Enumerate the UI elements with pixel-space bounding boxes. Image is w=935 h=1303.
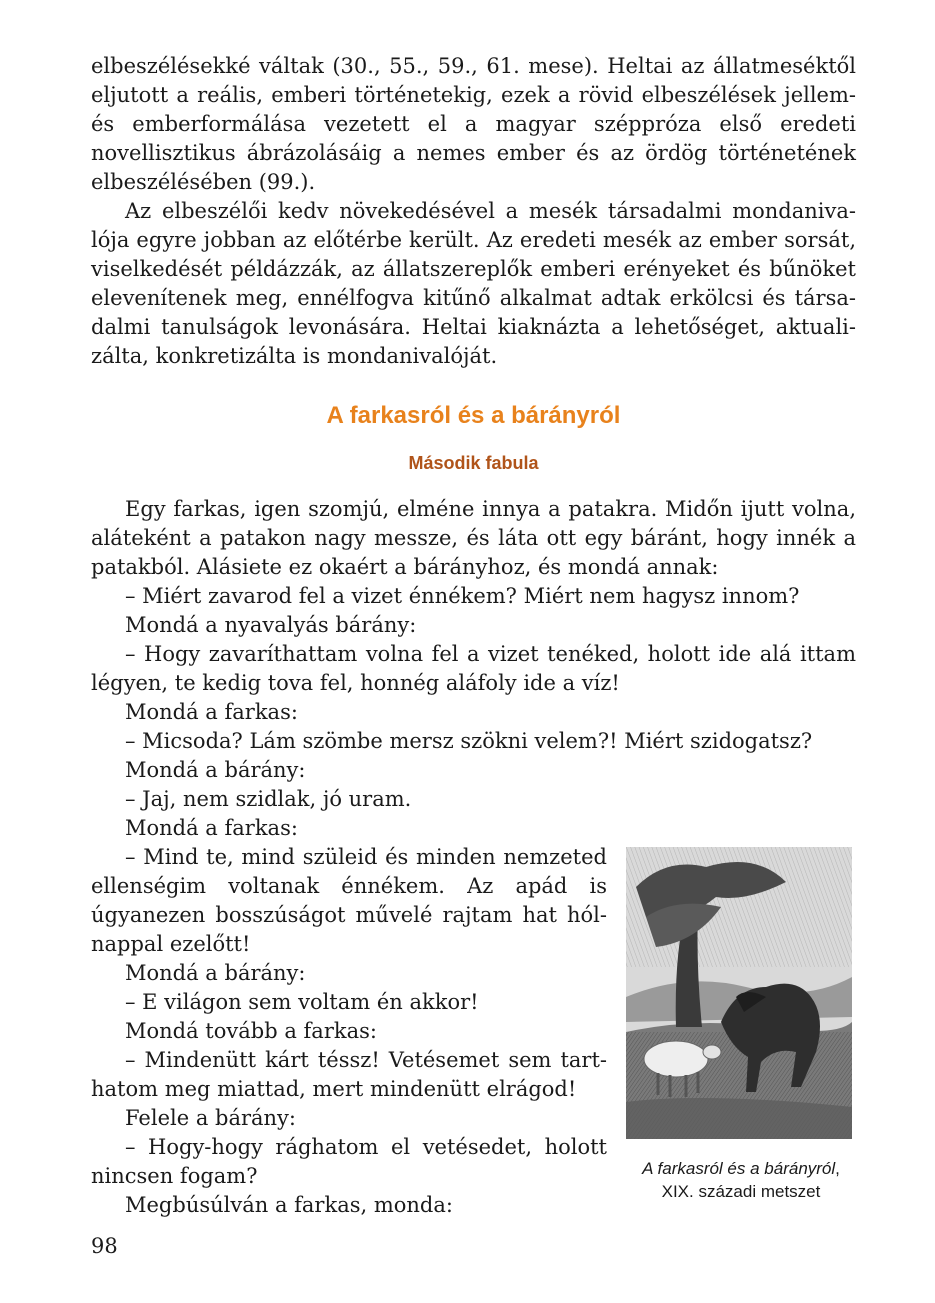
figure	[626, 847, 856, 1203]
fable-line: Mondá tovább a farkas:	[125, 1019, 377, 1043]
fable-line: – Miért zavarod fel a vizet énnékem? Miért nem hagysz innom?	[125, 584, 800, 608]
fable-line: – E világon sem voltam én akkor!	[125, 990, 479, 1014]
intro-paragraph-1: elbeszélésekké váltak (30., 55., 59., 61. mese). Heltai az állatmeséktől eljutott a reális, emberi történetekig, ezek a rövid elbeszélések jellem- és emberformálása vezetett el a magyar széppróza első eredeti novellisztikus ábrázolásáig a nemes ember és az ördög történetének elbeszélésében (99.).	[91, 54, 856, 194]
fable-line: Mondá a farkas:	[125, 700, 298, 724]
fable-line: Megbúsúlván a farkas, monda:	[125, 1193, 453, 1217]
caption-title: A farkasról és a bárányról	[642, 1159, 836, 1178]
fable-line: – Hogy-hogy rághatom el vetésedet, holott nincsen fogam?	[91, 1135, 607, 1188]
fable-line: Mondá a bárány:	[125, 961, 306, 985]
wolf-and-lamb-engraving	[626, 847, 852, 1139]
text-with-figure	[91, 843, 856, 1220]
fable-title: A farkasról és a bárányról	[326, 402, 621, 429]
page-number: 98	[91, 1234, 118, 1258]
figure-caption	[626, 1157, 856, 1203]
fable-line: Mondá a nyavalyás bárány:	[125, 613, 417, 637]
fable-line: Mondá a bárány:	[125, 758, 306, 782]
fable-line: – Mind te, mind szüleid és minden nemzeted ellenségim voltanak énnékem. Az apád is úgyanezen bosszúságot művelé rajtam hat hólnappal ezelőtt!	[91, 845, 607, 956]
page-body	[91, 52, 856, 1220]
fable-subtitle: Második fabula	[408, 453, 539, 473]
intro-paragraph-2: Az elbeszélői kedv növekedésével a mesék társadalmi mondanivalója egyre jobban az előtérbe került. Az eredeti mesék az ember sorsát, viselkedését példázzák, az állatszereplők emberi erényeket és bűnöket elevenítenek meg, ennélfogva kitűnő alkalmat adtak erkölcsi és társadalmi tanulságok levonására. Heltai kiaknázta a lehetőséget, aktualizálta, konkretizálta is mondanivalóját.	[91, 199, 856, 368]
fable-line: Egy farkas, igen szomjú, elméne innya a patakra. Midőn ijutt volna, aláteként a patakon nagy messze, és láta ott egy báránt, hogy innék a patakból. Alásiete ez okaért a bárányhoz, és mondá annak:	[91, 497, 856, 579]
fable-line: – Micsoda? Lám szömbe mersz szökni velem?! Miért szidogatsz?	[125, 729, 813, 753]
caption-rest: , XIX. századi metszet	[661, 1159, 840, 1201]
fable-line: Felele a bárány:	[125, 1106, 296, 1130]
fable-line: – Jaj, nem szidlak, jó uram.	[125, 787, 412, 811]
side-text-column	[91, 843, 607, 1220]
fable-line: Mondá a farkas:	[125, 816, 298, 840]
fable-line: – Hogy zavaríthattam volna fel a vizet tenéked, holott ide alá ittam légyen, te kedig tova fel, honnég aláfoly ide a víz!	[91, 642, 856, 695]
fable-line: – Mindenütt kárt téssz! Vetésemet sem tarthatom meg miattad, mert mindenütt elrágod!	[91, 1048, 607, 1101]
